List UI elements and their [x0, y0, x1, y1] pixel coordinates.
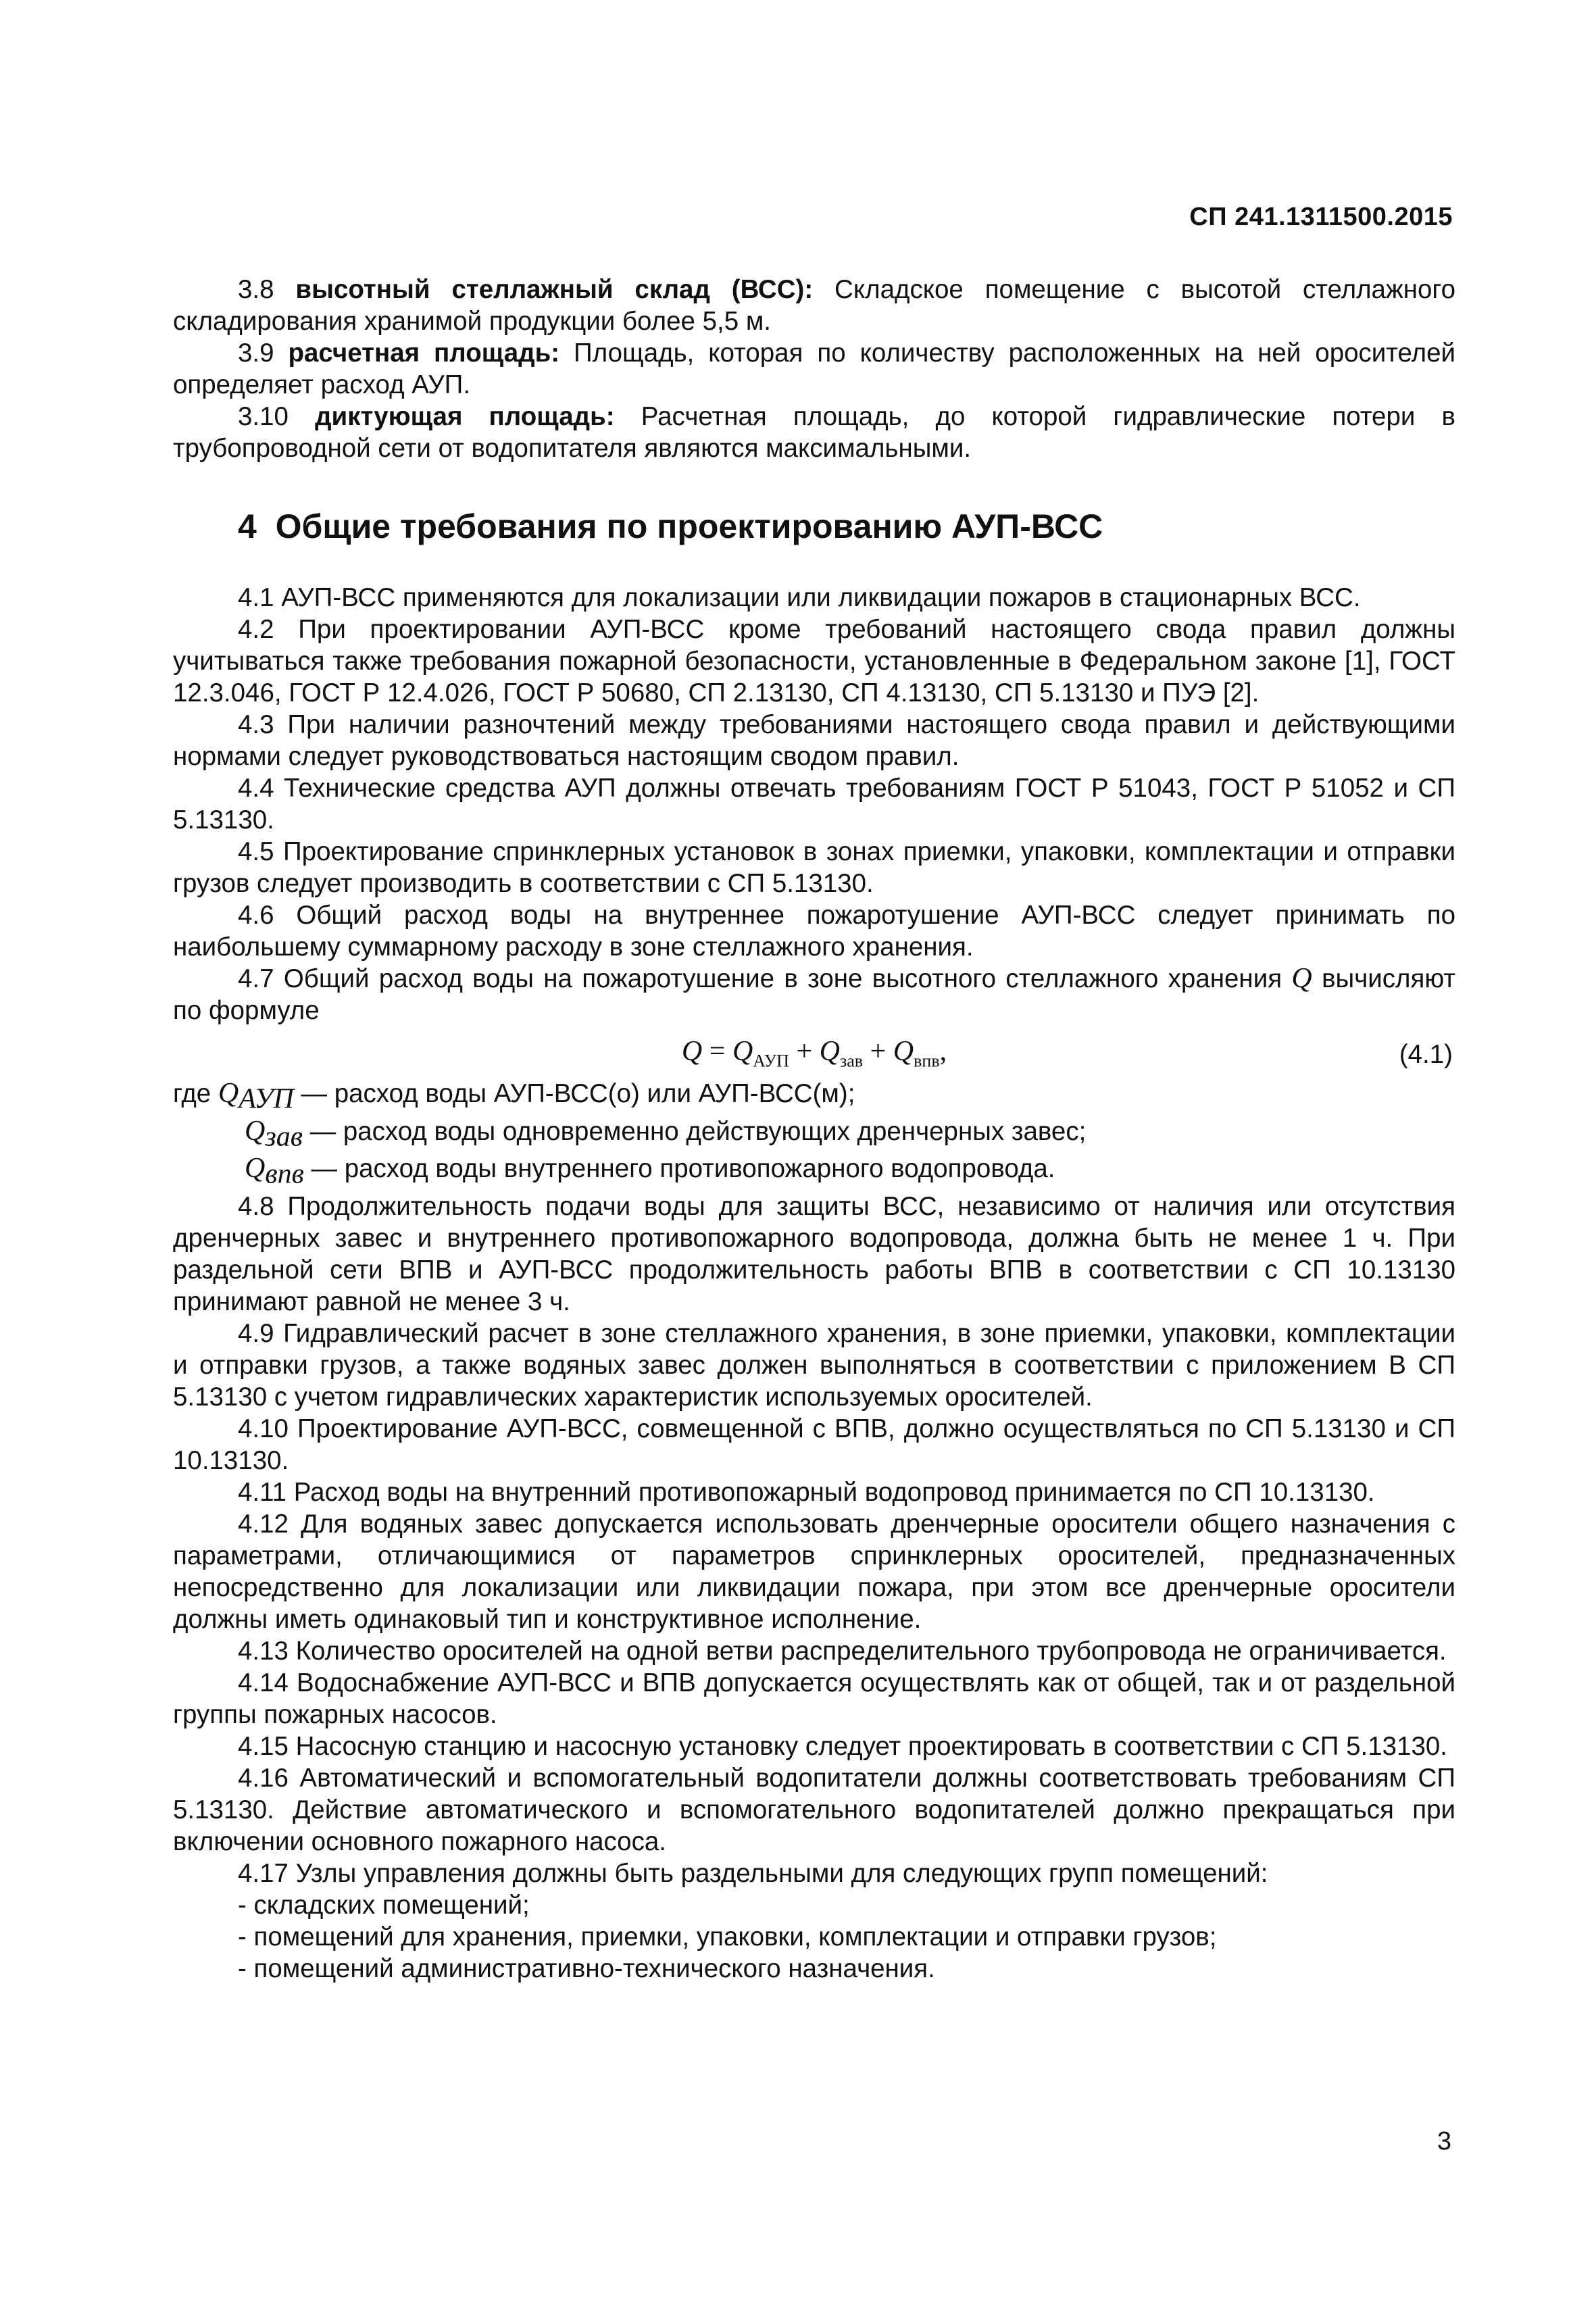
formula-expression — [173, 1036, 1455, 1076]
clause-4-7 — [173, 963, 1455, 1026]
term: диктующая площадь: — [315, 402, 615, 431]
math-subscript: впв — [265, 1159, 304, 1191]
math-symbol: Q — [218, 1078, 239, 1109]
definition-3-10 — [173, 401, 1455, 464]
where-prefix: где — [173, 1079, 218, 1108]
math-symbol: Q — [1291, 963, 1312, 994]
definition-3-8 — [173, 274, 1455, 337]
list-item: - помещений административно-технического назначения. — [238, 1954, 935, 1984]
clause-4-5: 4.5 Проектирование спринклерных установок в зонах приемки, упаковки, комплектации и отправки грузов следует производить в соответствии с СП 5.13130. — [173, 837, 1455, 898]
math-symbol: Q — [245, 1153, 266, 1185]
formula-subscript: зав — [840, 1051, 864, 1071]
where-text: — расход воды внутреннего противопожарного водопровода. — [303, 1154, 1055, 1184]
clause-number: 3.10 — [238, 402, 289, 431]
term: высотный стеллажный склад (ВСС): — [295, 275, 814, 304]
formula-term: Q — [732, 1036, 753, 1067]
formula-term: Q — [819, 1036, 840, 1067]
clause-4-16: 4.16 Автоматический и вспомогательный водопитатели должны соответствовать требованиям СП 5.13130. Действие автоматического и вспомогательного водопитателей должно прекращаться при включении основного пожарного насоса. — [173, 1764, 1455, 1857]
term: расчетная площадь: — [288, 339, 560, 368]
formula-subscript: АУП — [753, 1051, 789, 1071]
clause-4-4: 4.4 Технические средства АУП должны отвечать требованиям ГОСТ Р 51043, ГОСТ Р 51052 и СП 5.13130. — [173, 774, 1455, 835]
clause-4-10: 4.10 Проектирование АУП-ВСС, совмещенной с ВПВ, должно осуществляться по СП 5.13130 и СП 10.13130. — [173, 1414, 1455, 1476]
definition-3-9 — [173, 337, 1455, 401]
formula-subscript: впв — [914, 1051, 940, 1071]
clause-4-6: 4.6 Общий расход воды на внутреннее пожаротушение АУП-ВСС следует принимать по наибольшему суммарному расходу в зоне стеллажного хранения. — [173, 901, 1455, 962]
math-subscript: АУП — [239, 1083, 294, 1115]
equals-sign: = — [702, 1036, 732, 1067]
clause-4-3: 4.3 При наличии разночтений между требованиями настоящего свода правил и действующими нормами следует руководствоваться настоящим сводом правил. — [173, 710, 1455, 771]
plus-sign: + — [863, 1036, 893, 1067]
clause-4-12: 4.12 Для водяных завес допускается использовать дренчерные оросители общего назначения с параметрами, отличающимися от параметров спринклерных оросителей, предназначенных непосредственно для локализации или ликвидации пожара, при этом все дренчерные оросители должны иметь одинаковый тип и конструктивное исполнение. — [173, 1510, 1455, 1635]
clause-text: вычисляют по формуле — [173, 964, 1455, 1025]
where-line-qzav — [173, 1116, 1455, 1153]
definition-text: Площадь, которая по количеству расположенных на ней оросителей определяет расход АУП. — [173, 339, 1455, 399]
document-code-header: СП 241.1311500.2015 — [1189, 203, 1453, 231]
clause-4-9: 4.9 Гидравлический расчет в зоне стеллажного хранения, в зоне приемки, упаковки, комплектации и отправки грузов, а также водяных завес должен выполняться в соответствии с приложением В СП 5.13130 с учетом гидравлических характеристик используемых оросителей. — [173, 1319, 1455, 1412]
section-number: 4 — [238, 507, 257, 545]
clause-4-1: 4.1 АУП-ВСС применяются для локализации или ликвидации пожаров в стационарных ВСС. — [238, 583, 1361, 612]
list-item: - складских помещений; — [238, 1891, 530, 1920]
page-content — [173, 274, 1455, 1985]
where-line-qaup — [173, 1078, 1455, 1116]
formula-comma: , — [939, 1036, 947, 1067]
clause-number: 3.9 — [238, 339, 274, 368]
clause-4-11: 4.11 Расход воды на внутренний противопожарный водопровод принимается по СП 10.13130. — [238, 1478, 1375, 1508]
page-number: 3 — [1437, 2127, 1451, 2156]
where-text: — расход воды одновременно действующих дренчерных завес; — [302, 1116, 1087, 1146]
where-text: — расход воды АУП-ВСС(о) или АУП-ВСС(м); — [293, 1079, 855, 1108]
math-symbol: Q — [245, 1115, 266, 1147]
clause-number: 3.8 — [238, 275, 274, 304]
equation-number: (4.1) — [1399, 1040, 1453, 1069]
section-title: Общие требования по проектированию АУП-ВСС — [275, 507, 1103, 545]
clause-4-2: 4.2 При проектировании АУП-ВСС кроме требований настоящего свода правил должны учитываться также требования пожарной безопасности, установленные в Федеральном законе [1], ГОСТ 12.3.046, ГОСТ Р 12.4.026, ГОСТ Р 50680, СП 2.13130, СП 4.13130, СП 5.13130 и ПУЭ [2]. — [173, 615, 1455, 707]
clause-4-15: 4.15 Насосную станцию и насосную установку следует проектировать в соответствии с СП 5.13130. — [238, 1732, 1448, 1762]
clause-4-17: 4.17 Узлы управления должны быть раздельными для следующих групп помещений: — [238, 1859, 1268, 1889]
clause-4-14: 4.14 Водоснабжение АУП-ВСС и ВПВ допускается осуществлять как от общей, так и от раздельной группы пожарных насосов. — [173, 1668, 1455, 1730]
definition-text: Складское помещение с высотой стеллажного складирования хранимой продукции более 5,5 м. — [173, 275, 1455, 336]
formula-4-1 — [173, 1036, 1455, 1075]
section-heading — [238, 506, 1455, 547]
clause-text: 4.7 Общий расход воды на пожаротушение в зоне высотного стеллажного хранения — [238, 964, 1282, 993]
clause-4-13: 4.13 Количество оросителей на одной ветви распределительного трубопровода не ограничивается. — [238, 1637, 1447, 1666]
formula-lhs: Q — [681, 1036, 703, 1067]
plus-sign: + — [789, 1036, 820, 1067]
clause-4-8: 4.8 Продолжительность подачи воды для защиты ВСС, независимо от наличия или отсутствия дренчерных завес и внутреннего противопожарного водопровода, должна быть не менее 1 ч. При раздельной сети ВПВ и АУП-ВСС продолжительность работы ВПВ в соответствии с СП 10.13130 принимают равной не менее 3 ч. — [173, 1192, 1455, 1317]
math-subscript: зав — [265, 1121, 303, 1153]
definition-text: Расчетная площадь, до которой гидравлические потери в трубопроводной сети от водопитателя являются максимальными. — [173, 402, 1455, 463]
list-item: - помещений для хранения, приемки, упаковки, комплектации и отправки грузов; — [238, 1922, 1217, 1952]
formula-term: Q — [893, 1036, 914, 1067]
where-line-qvpv — [173, 1153, 1455, 1191]
